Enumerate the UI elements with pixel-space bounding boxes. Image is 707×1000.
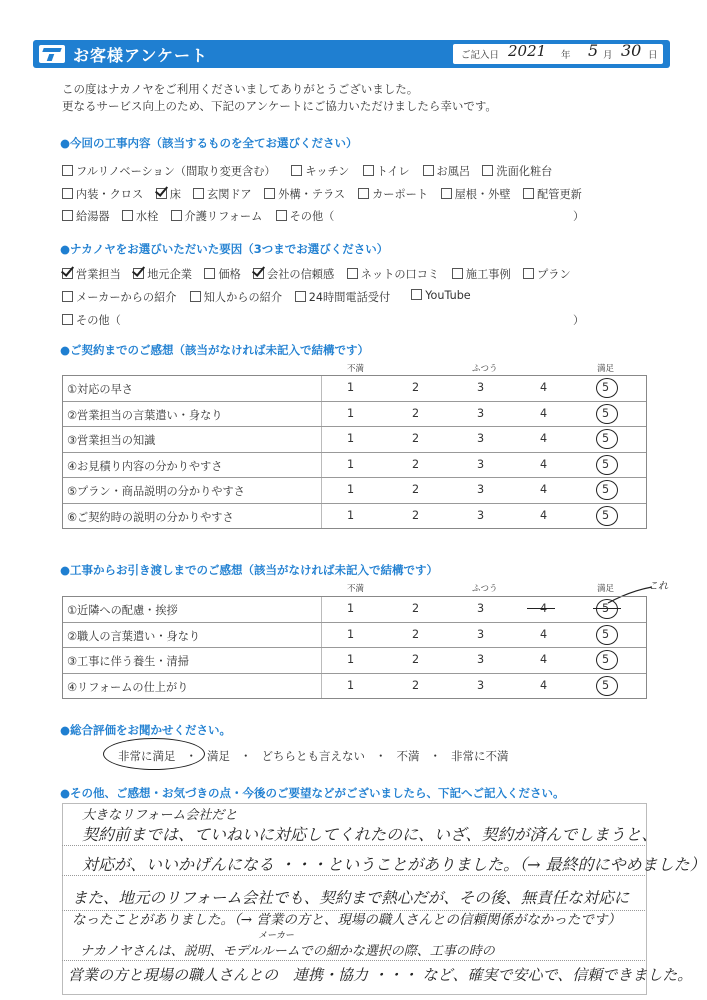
checkbox-icon[interactable] (358, 188, 369, 199)
rating-option-2[interactable]: 2 (412, 483, 420, 496)
q1-option[interactable] (276, 208, 335, 224)
q1-option[interactable] (62, 208, 110, 224)
rating-option-1[interactable]: 1 (347, 678, 355, 692)
q1-option-label: カーポート (372, 188, 429, 201)
rule (62, 845, 645, 846)
checkbox-icon[interactable] (190, 291, 201, 302)
rating-option-5[interactable]: 5 (602, 483, 610, 496)
scale-high: 満足 (597, 364, 615, 374)
rating-option-3[interactable]: 3 (477, 678, 485, 692)
q1-title: ●今回の工事内容（該当するものを全てお選びください） (60, 136, 358, 150)
rating-option-4[interactable]: 4 (540, 602, 548, 615)
checkbox-icon[interactable] (122, 210, 133, 221)
q2-option[interactable] (62, 266, 121, 282)
rating-option-4[interactable]: 4 (540, 432, 548, 445)
strike-mark (593, 608, 621, 609)
q1-option-label: トイレ (376, 165, 410, 178)
intro-line-2: 更なるサービス向上のため、下記のアンケートにご協力いただけましたら幸いです。 (62, 99, 497, 113)
rating-option-5[interactable]: 5 (602, 627, 610, 641)
comment-line: 契約前までは、ていねいに対応してくれたのに、いざ、契約が済んでしまうと、 (82, 825, 658, 844)
selected-rating-circle (596, 378, 618, 398)
selected-rating-circle (596, 506, 618, 526)
rating-option-5[interactable]: 5 (602, 406, 610, 420)
divider (321, 623, 322, 648)
separator: ・ (375, 749, 387, 763)
rating-row-label: ⑤プラン・商品説明の分かりやすさ (67, 485, 245, 498)
checkbox-icon[interactable] (523, 268, 534, 279)
q1-option-label: 玄関ドア (207, 188, 252, 201)
rating-option-2[interactable]: 2 (412, 381, 420, 394)
rating-row (63, 623, 646, 649)
checkbox-icon[interactable] (62, 291, 73, 302)
date-label: ご記入日 (461, 50, 500, 61)
checkbox-icon[interactable] (523, 188, 534, 199)
q1-option[interactable] (523, 186, 582, 202)
checkbox-icon[interactable] (482, 165, 493, 176)
rating-row (63, 478, 646, 504)
separator: ・ (240, 749, 252, 763)
q1-option-label: 給湯器 (76, 210, 110, 223)
q2-option-label: メーカーからの紹介 (76, 291, 177, 304)
divider (321, 376, 322, 401)
rating-option-2[interactable]: 2 (412, 432, 420, 445)
rating-row (63, 504, 646, 529)
checkbox-icon[interactable] (62, 314, 73, 325)
rating-option-3[interactable]: 3 (477, 381, 485, 394)
rule (62, 875, 645, 876)
q1-option-label: 介護リフォーム (184, 210, 263, 223)
q1-option[interactable] (441, 186, 511, 202)
rating-option-5[interactable]: 5 (602, 432, 610, 445)
strike-mark (527, 608, 555, 609)
divider (321, 504, 322, 529)
selected-rating-circle (596, 676, 618, 696)
scale-high: 満足 (597, 584, 615, 594)
q2-option-label: その他（ (76, 314, 121, 327)
q2-option-label: ネットの口コミ (360, 268, 440, 281)
checkbox-icon[interactable] (452, 268, 463, 279)
scale-low: 不満 (347, 364, 365, 374)
selected-rating-circle (596, 429, 618, 449)
rating-option-3[interactable]: 3 (477, 457, 485, 471)
q1-option-label: キッチン (305, 165, 350, 178)
rating-row-label: ②営業担当の言葉遣い・身なり (67, 408, 223, 422)
q2-option[interactable] (347, 266, 439, 282)
rating-option-3[interactable]: 3 (477, 432, 485, 445)
checkbox-icon[interactable] (253, 268, 264, 279)
rating-row-label: ④お見積り内容の分かりやすさ (67, 459, 223, 473)
rating-option-2[interactable]: 2 (412, 653, 420, 666)
year-value: 2021 (508, 42, 547, 60)
checkbox-icon[interactable] (423, 165, 434, 176)
comment-line: 営業の方と現場の職人さんとの 連携・協力 ・・・ など、確実で安心で、信頼できました。 (68, 966, 693, 984)
checkbox-icon[interactable] (441, 188, 452, 199)
day-label: 日 (648, 50, 658, 61)
selected-rating-circle (596, 480, 618, 500)
selected-rating-circle (596, 650, 618, 670)
month-value: 5 (588, 41, 599, 60)
rating-row (63, 427, 646, 453)
date-field[interactable] (453, 41, 663, 64)
rating-row-label: ①近隣への配慮・挨拶 (67, 604, 178, 617)
rating-row-label: ③営業担当の知識 (67, 434, 156, 447)
q2-option-label: プラン (537, 268, 571, 281)
scale-mid: ふつう (472, 364, 498, 374)
rating-row (63, 376, 646, 402)
divider (321, 597, 322, 622)
q2-option[interactable] (133, 266, 192, 282)
rating-option-2[interactable]: 2 (412, 406, 420, 420)
q4-rating-table (62, 596, 647, 699)
q3-title: ●ご契約までのご感想（該当がなければ未記入で結構です） (60, 343, 370, 357)
rating-option-4[interactable]: 4 (540, 508, 548, 522)
q2-option-label: 地元企業 (147, 268, 192, 281)
divider (321, 648, 322, 673)
separator: ・ (185, 749, 197, 763)
checkbox-icon[interactable] (411, 289, 422, 300)
rating-row (63, 402, 646, 428)
rating-option-2[interactable]: 2 (412, 627, 420, 641)
q2-option[interactable] (295, 289, 390, 305)
scale-mid: ふつう (472, 584, 498, 594)
divider (321, 402, 322, 427)
q1-option-label: 内装・クロス (76, 188, 144, 201)
company-logo-icon (39, 45, 65, 63)
checkbox-icon[interactable] (295, 291, 306, 302)
q2-option[interactable] (62, 312, 121, 328)
intro-line-1: この度はナカノヤをご利用くださいましてありがとうございました。 (62, 82, 419, 96)
year-label: 年 (561, 50, 571, 61)
q1-option[interactable] (156, 186, 181, 202)
rule (62, 960, 645, 961)
selected-circle (103, 738, 205, 770)
q1-option[interactable] (264, 186, 345, 202)
checkbox-icon[interactable] (291, 165, 302, 176)
rating-option-1[interactable]: 1 (347, 457, 355, 471)
q2-option-label: 施工事例 (465, 268, 511, 281)
q2-other-close: ） (573, 314, 585, 327)
q5-title: ●総合評価をお聞かせください。 (60, 723, 232, 737)
checkbox-icon[interactable] (276, 210, 287, 221)
selected-rating-circle (596, 625, 618, 645)
handwritten-note: これ (648, 581, 668, 592)
comment-line: 大きなリフォーム会社だと (82, 808, 238, 823)
q2-option[interactable] (62, 289, 176, 305)
comment-line: また、地元のリフォーム会社でも、契約まで熱心だが、その後、無責任な対応に (72, 889, 630, 907)
checkbox-icon[interactable] (347, 268, 358, 279)
rating-row-label: ④リフォームの仕上がり (67, 680, 189, 694)
checkbox-icon[interactable] (156, 188, 167, 199)
rating-option-1[interactable]: 1 (347, 406, 355, 420)
rating-option-4[interactable]: 4 (540, 653, 548, 666)
q1-option-label: お風呂 (436, 165, 471, 178)
rating-option-4[interactable]: 4 (540, 678, 548, 692)
rating-option-3[interactable]: 3 (477, 602, 485, 615)
q2-option-label: 営業担当 (76, 268, 121, 281)
rating-option-3[interactable]: 3 (477, 627, 485, 641)
rating-option-1[interactable]: 1 (347, 627, 355, 641)
rating-row-label: ⑥ご契約時の説明の分かりやすさ (67, 510, 234, 524)
rating-row-label: ②職人の言葉遣い・身なり (67, 629, 201, 643)
day-value: 30 (621, 41, 642, 60)
checkbox-icon[interactable] (62, 165, 73, 176)
q2-option-label: 価格 (218, 268, 241, 281)
checkbox-icon[interactable] (204, 268, 215, 279)
q1-option[interactable] (482, 163, 552, 179)
checkbox-icon[interactable] (264, 188, 275, 199)
divider (321, 674, 322, 699)
rating-option-2[interactable]: 2 (412, 602, 420, 615)
q1-option[interactable] (363, 163, 410, 179)
rating-option-1[interactable]: 1 (347, 432, 355, 445)
comment-line: 対応が、いいかげんになる ・・・ということがありました。（→ 最終的にやめました） (82, 855, 706, 874)
checkbox-icon[interactable] (363, 165, 374, 176)
rating-option-4[interactable]: 4 (540, 381, 548, 394)
checkbox-icon[interactable] (193, 188, 204, 199)
overall-option[interactable]: 満足 (207, 749, 230, 763)
q1-option-label: 床 (169, 188, 181, 201)
rating-option-3[interactable]: 3 (477, 406, 485, 420)
overall-option[interactable]: 非常に満足 (118, 749, 176, 763)
overall-option[interactable]: 不満 (396, 749, 420, 763)
rating-option-2[interactable]: 2 (412, 508, 420, 522)
rating-option-2[interactable]: 2 (412, 678, 420, 692)
q1-option[interactable] (358, 186, 428, 202)
q1-option[interactable] (193, 186, 251, 202)
q2-option[interactable] (452, 266, 511, 282)
q2-option[interactable] (253, 266, 334, 282)
selected-rating-circle (596, 455, 618, 475)
separator: ・ (429, 749, 441, 763)
q1-option[interactable] (171, 208, 263, 224)
rating-option-1[interactable]: 1 (347, 653, 355, 666)
rating-option-5[interactable]: 5 (602, 508, 610, 522)
q2-option-label: YouTube (425, 289, 471, 302)
q1-other-close: ） (573, 210, 585, 223)
q1-option[interactable] (291, 163, 349, 179)
selected-rating-circle (596, 404, 618, 424)
q1-option[interactable] (423, 163, 471, 179)
q1-option[interactable] (62, 186, 143, 202)
checkbox-icon[interactable] (62, 268, 73, 279)
q1-option[interactable] (62, 163, 276, 179)
q1-option-label: その他（ (289, 210, 335, 223)
month-label: 月 (603, 50, 613, 61)
q6-title: ●その他、ご感想・お気づきの点・今後のご要望などがございましたら、下記へご記入ください。 (60, 786, 565, 800)
checkbox-icon[interactable] (133, 268, 144, 279)
q3-rating-table (62, 375, 647, 529)
rating-option-5[interactable]: 5 (602, 457, 610, 471)
overall-option[interactable]: どちらとも言えない (261, 749, 365, 763)
rating-option-5[interactable]: 5 (602, 602, 610, 615)
scale-low: 不満 (347, 584, 365, 594)
divider (321, 478, 322, 503)
rating-option-4[interactable]: 4 (540, 457, 548, 471)
q2-option-label: 会社の信頼感 (267, 268, 335, 281)
rating-row (63, 453, 646, 479)
rating-option-1[interactable]: 1 (347, 602, 355, 615)
overall-option[interactable]: 非常に不満 (451, 749, 509, 763)
q4-title: ●工事からお引き渡しまでのご感想（該当がなければ未記入で結構です） (60, 563, 439, 577)
rating-option-1[interactable]: 1 (347, 381, 355, 394)
comment-line: メーカー (258, 931, 294, 941)
rating-row (63, 674, 646, 699)
q2-title: ●ナカノヤをお選びいただいた要因（3つまでお選びください） (60, 242, 389, 256)
checkbox-icon[interactable] (171, 210, 182, 221)
q2-option[interactable] (190, 289, 282, 305)
checkbox-icon[interactable] (62, 188, 73, 199)
q1-option-label: 屋根・外壁 (454, 188, 511, 201)
q2-option-label: 24時間電話受付 (308, 291, 391, 304)
divider (321, 453, 322, 478)
rating-row-label: ③工事に伴う養生・清掃 (67, 655, 189, 668)
rating-option-5[interactable]: 5 (602, 381, 610, 394)
rating-option-1[interactable]: 1 (347, 483, 355, 496)
q2-option[interactable] (523, 266, 571, 282)
q1-option-label: 外構・テラス (278, 188, 346, 201)
page-title: お客様アンケート (73, 46, 209, 65)
q1-option-label: フルリノベーション（間取り変更含む） (76, 165, 276, 178)
comment-line: ナカノヤさんは、説明、モデルルームでの細かな選択の際、工事の時の (80, 944, 495, 959)
rating-option-1[interactable]: 1 (347, 508, 355, 522)
rating-option-3[interactable]: 3 (477, 508, 485, 522)
divider (321, 427, 322, 452)
q2-option-label: 知人からの紹介 (203, 291, 283, 304)
q1-option-label: 洗面化粧台 (496, 165, 553, 178)
q1-option-label: 配管更新 (537, 188, 582, 201)
rating-option-4[interactable]: 4 (540, 627, 548, 641)
rating-option-3[interactable]: 3 (477, 483, 485, 496)
rating-option-2[interactable]: 2 (412, 457, 420, 471)
rating-option-3[interactable]: 3 (477, 653, 485, 666)
q2-option[interactable] (204, 266, 240, 282)
rating-row-label: ①対応の早さ (67, 383, 133, 396)
checkbox-icon[interactable] (62, 210, 73, 221)
q2-option[interactable] (411, 289, 471, 302)
selected-rating-circle (596, 599, 618, 619)
rating-option-5[interactable]: 5 (602, 678, 610, 692)
rating-option-4[interactable]: 4 (540, 483, 548, 496)
rating-option-5[interactable]: 5 (602, 653, 610, 666)
q1-option-label: 水栓 (135, 210, 159, 223)
q1-option[interactable] (122, 208, 158, 224)
comment-line: なったことがありました。（→ 営業の方と、現場の職人さんとの信頼関係がなかったです） (72, 912, 621, 928)
rating-row (63, 597, 646, 623)
rating-row (63, 648, 646, 674)
rating-option-4[interactable]: 4 (540, 406, 548, 420)
